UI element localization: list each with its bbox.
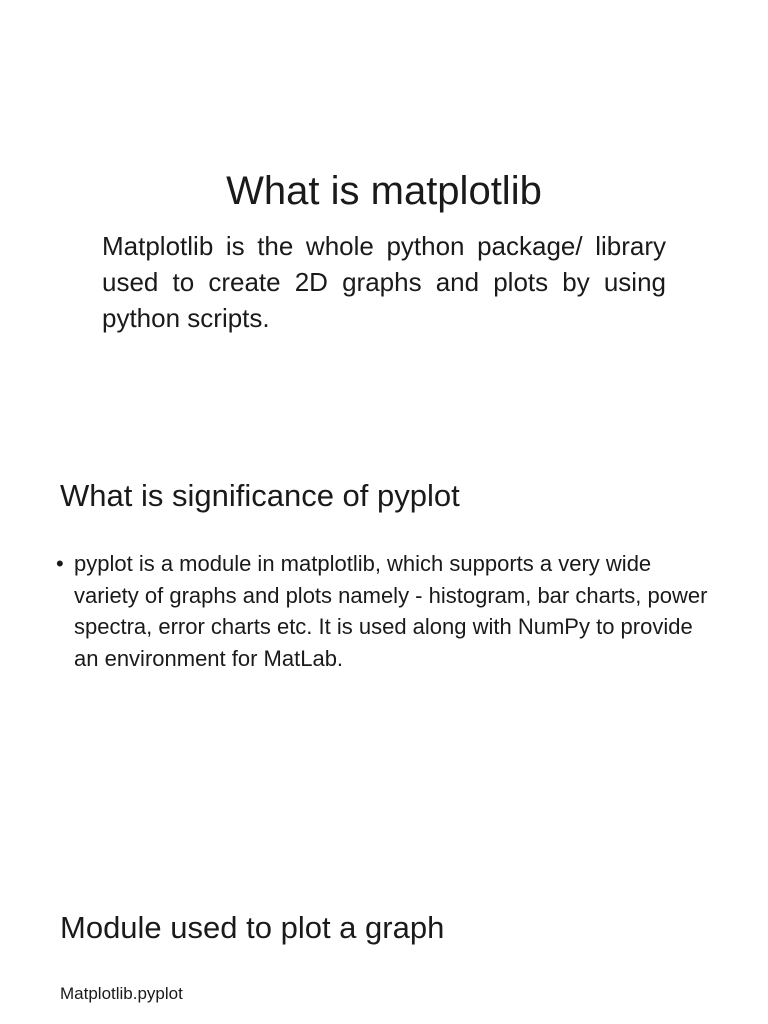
list-item bbox=[56, 548, 716, 674]
bullet-text: pyplot is a module in matplotlib, which supports a very wide variety of graphs and plots namely - histogram, bar charts, power spectra, error charts etc. It is used along with NumPy to provide an environment for MatLab. bbox=[74, 551, 708, 671]
bullet-list bbox=[56, 548, 716, 674]
module-answer-text: Matplotlib.pyplot bbox=[60, 984, 183, 1003]
bullet-icon: • bbox=[56, 551, 64, 576]
intro-paragraph: Matplotlib is the whole python package/ library used to create 2D graphs and plots by using python scripts. bbox=[102, 231, 666, 333]
section-heading-pyplot: What is significance of pyplot bbox=[60, 478, 460, 513]
section-heading-module: Module used to plot a graph bbox=[60, 910, 445, 945]
page-title: What is matplotlib bbox=[226, 169, 542, 213]
